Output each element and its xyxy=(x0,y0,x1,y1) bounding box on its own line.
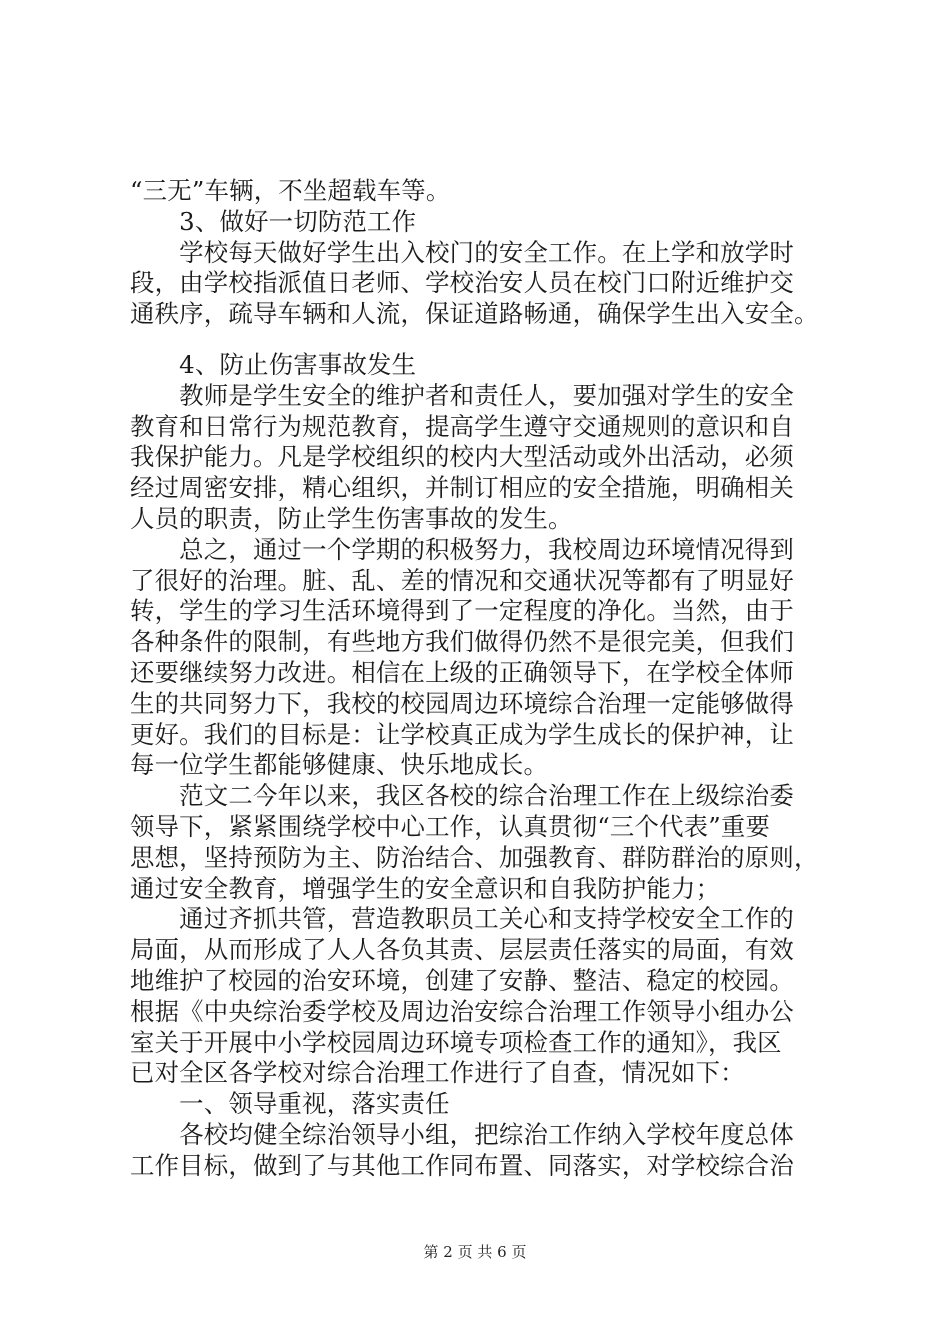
text-line: 我保护能力。凡是学校组织的校内大型活动或外出活动，必须 xyxy=(130,442,794,472)
text-line: 各校均健全综治领导小组，把综治工作纳入学校年度总体 xyxy=(130,1119,794,1149)
text-line: 学校每天做好学生出入校门的安全工作。在上学和放学时 xyxy=(130,237,794,267)
text-line: 了很好的治理。脏、乱、差的情况和交通状况等都有了明显好 xyxy=(130,565,794,595)
text-line: 段，由学校指派值日老师、学校治安人员在校门口附近维护交 xyxy=(130,268,794,298)
text-line: 生的共同努力下，我校的校园周边环境综合治理一定能够做得 xyxy=(130,688,794,718)
text-line: 还要继续努力改进。相信在上级的正确领导下，在学校全体师 xyxy=(130,657,794,687)
text-line: 通秩序，疏导车辆和人流，保证道路畅通，确保学生出入安全。 xyxy=(130,299,819,329)
text-line: 转，学生的学习生活环境得到了一定程度的净化。当然，由于 xyxy=(130,596,794,626)
section-heading: 4、防止伤害事故发生 xyxy=(130,349,417,379)
section-heading: 3、做好一切防范工作 xyxy=(130,206,417,236)
text-line: 教师是学生安全的维护者和责任人，要加强对学生的安全 xyxy=(130,380,794,410)
text-line: 通过齐抓共管，营造教职员工关心和支持学校安全工作的 xyxy=(130,904,794,934)
text-line: 各种条件的限制，有些地方我们做得仍然不是很完美，但我们 xyxy=(130,627,794,657)
text-line: 局面，从而形成了人人各负其责、层层责任落实的局面，有效 xyxy=(130,935,794,965)
text-line: 范文二今年以来，我区各校的综合治理工作在上级综治委 xyxy=(130,781,794,811)
paragraph-gap xyxy=(130,330,830,350)
text-line: 人员的职责，防止学生伤害事故的发生。 xyxy=(130,503,573,533)
text-line: 通过安全教育，增强学生的安全意识和自我防护能力； xyxy=(130,873,721,903)
text-line: 工作目标，做到了与其他工作同布置、同落实，对学校综合治 xyxy=(130,1150,794,1180)
text-line: “三无”车辆，不坐超载车等。 xyxy=(130,176,451,205)
text-line: 每一位学生都能够健康、快乐地成长。 xyxy=(130,750,549,780)
page-number-footer: 第 2 页 共 6 页 xyxy=(423,1243,527,1261)
text-line: 根据《中央综治委学校及周边治安综合治理工作领导小组办公 xyxy=(130,996,794,1026)
text-line: 地维护了校园的治安环境，创建了安静、整洁、稳定的校园。 xyxy=(130,965,794,995)
text-line: 思想，坚持预防为主、防治结合、加强教育、群防群治的原则， xyxy=(130,842,819,872)
text-line: 经过周密安排，精心组织，并制订相应的安全措施，明确相关 xyxy=(130,473,794,503)
text-line: 教育和日常行为规范教育，提高学生遵守交通规则的意识和自 xyxy=(130,411,794,441)
section-heading: 一、领导重视，落实责任 xyxy=(130,1089,450,1119)
text-line: 更好。我们的目标是：让学校真正成为学生成长的保护神，让 xyxy=(130,719,794,749)
body-text xyxy=(130,176,830,1182)
text-line: 室关于开展中小学校园周边环境专项检查工作的通知》，我区 xyxy=(130,1027,782,1057)
text-line: 领导下，紧紧围绕学校中心工作，认真贯彻“三个代表”重要 xyxy=(130,811,771,841)
text-line: 已对全区各学校对综合治理工作进行了自查，情况如下： xyxy=(130,1058,745,1088)
text-line: 总之，通过一个学期的积极努力，我校周边环境情况得到 xyxy=(130,534,794,564)
